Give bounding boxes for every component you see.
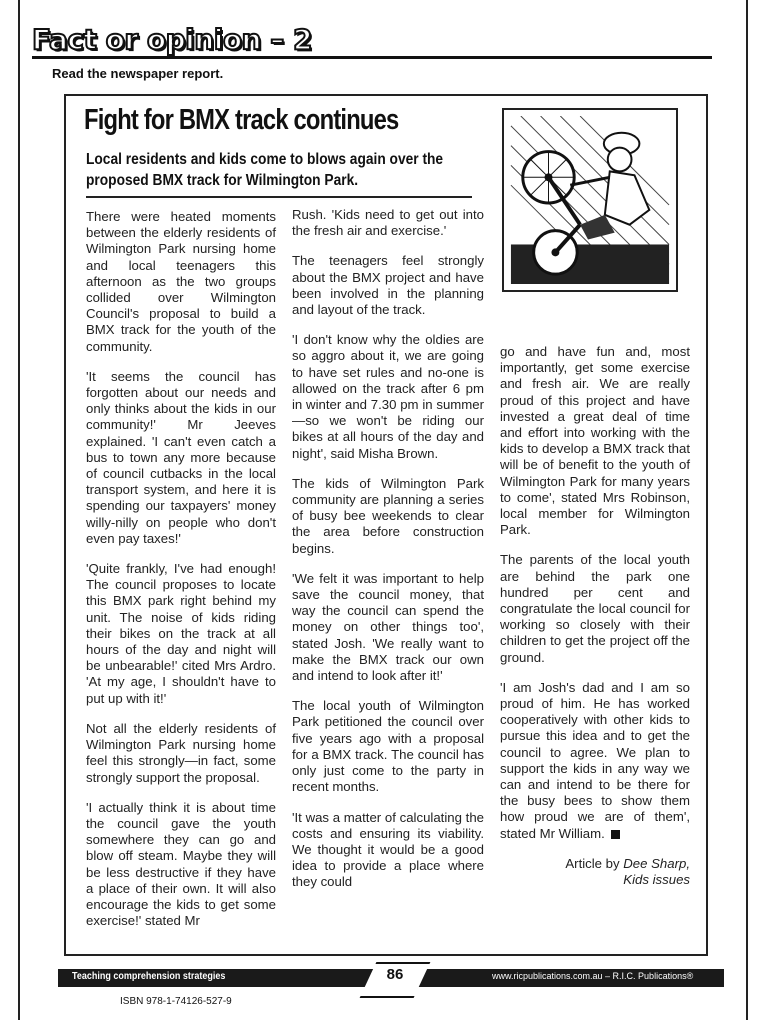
paragraph: 'We felt it was important to help save the council money, that way the council can spend the money on other things too', stated Josh. 'We really want to make the BMX track our own and intend to look after it!' bbox=[292, 570, 484, 684]
byline-author: Dee Sharp, bbox=[623, 855, 690, 871]
bmx-rider-illustration bbox=[502, 108, 678, 292]
paragraph: The teenagers feel strongly about the BMX project and have been involved in the planning and layout of the track. bbox=[292, 253, 484, 318]
paragraph: Rush. 'Kids need to get out into the fresh air and exercise.' bbox=[292, 207, 484, 239]
title-rule bbox=[32, 56, 712, 59]
article-column-3 bbox=[500, 344, 690, 888]
byline-prefix: Article by bbox=[565, 855, 624, 871]
footer-series-title: Teaching comprehension strategies bbox=[72, 971, 226, 982]
footer-publisher: www.ricpublications.com.au – R.I.C. Publications® bbox=[492, 971, 694, 981]
page-number: 86 bbox=[386, 966, 404, 983]
end-mark-icon bbox=[611, 830, 620, 839]
article-subheadline: Local residents and kids come to blows again over the proposed BMX track for Wilmington Park. bbox=[86, 151, 444, 189]
instruction-text: Read the newspaper report. bbox=[52, 66, 224, 81]
paragraph: The local youth of Wilmington Park petitioned the council over five years ago with a proposal for a BMX track. The council has only just come to the party in recent months. bbox=[292, 698, 484, 795]
isbn-text: ISBN 978-1-74126-527-9 bbox=[120, 996, 232, 1007]
paragraph: go and have fun and, most importantly, get some exercise and fresh air. We are really proud of this project and have invested a great deal of time and effort into working with the kids to develop a BMX track that will be of benefit to the youth of Wilmington Park for many years to come', stated Mrs Robinson, local member for Wilmington Park. bbox=[500, 344, 690, 538]
paragraph bbox=[500, 680, 690, 842]
article-column-2 bbox=[292, 207, 484, 905]
paragraph: The parents of the local youth are behind the park one hundred per cent and congratulate the local council for working so closely with their children to get the project off the ground. bbox=[500, 552, 690, 665]
article-column-1 bbox=[86, 209, 276, 943]
byline-section: Kids issues bbox=[623, 872, 690, 888]
worksheet-title: Fact or opinion – 2 bbox=[32, 23, 312, 56]
paragraph: There were heated moments between the elderly residents of Wilmington Park nursing home and local teenagers this afternoon as the two groups collided over Wilmington Council's proposal to build a BMX track for the youth of the community. bbox=[86, 209, 276, 354]
paragraph: The kids of Wilmington Park community are planning a series of busy bee weekends to clear the area before construction begins. bbox=[292, 475, 484, 556]
bmx-rider-icon bbox=[510, 116, 670, 284]
article-headline: Fight for BMX track continues bbox=[84, 104, 399, 136]
paragraph: 'It was a matter of calculating the costs and ensuring its viability. We thought it would be a good idea to provide a place where they could bbox=[292, 809, 484, 890]
paragraph: 'I don't know why the oldies are so aggro about it, we are going to have set rules and no-one is allowed on the track after 6 pm in winter and 7.30 pm in summer—so we won't be riding our bikes at all hours of the day and night', said Misha Brown. bbox=[292, 332, 484, 461]
paragraph: Not all the elderly residents of Wilmington Park nursing home feel this strongly—in fact, some strongly support the proposal. bbox=[86, 720, 276, 785]
paragraph: 'I actually think it is about time the council gave the youth somewhere they can go and blow off steam. Maybe they will be less destructive if they have a place of their own. It will also encourage the kids to get some exercise!' stated Mr bbox=[86, 799, 276, 929]
paragraph-text: 'I am Josh's dad and I am so proud of him. He has worked cooperatively with other kids to pursue this idea and to get the council to agree. We plan to support the kids in any way we can and intend to be there for the busy bees to show them how proud we are of them', stated Mr William. bbox=[500, 679, 690, 841]
article-byline bbox=[500, 856, 690, 888]
subheadline-rule bbox=[86, 196, 472, 198]
worksheet-header bbox=[32, 22, 742, 58]
paragraph: 'It seems the council has forgotten about our needs and only thinks about the kids in our community!' Mr Jeeves explained. 'I can't even catch a bus to town any more because of council cutbacks in the local transport system, and here it is spending our taxpayers' money willy-nilly on people who don't even pay taxes!' bbox=[86, 368, 276, 546]
paragraph: 'Quite frankly, I've had enough! The council proposes to locate this BMX park right behind my unit. The noise of kids riding their bikes on the track at all hours of the day and night will be unbearable!' cited Mrs Ardro. 'At my age, I shouldn't have to put up with it!' bbox=[86, 561, 276, 706]
